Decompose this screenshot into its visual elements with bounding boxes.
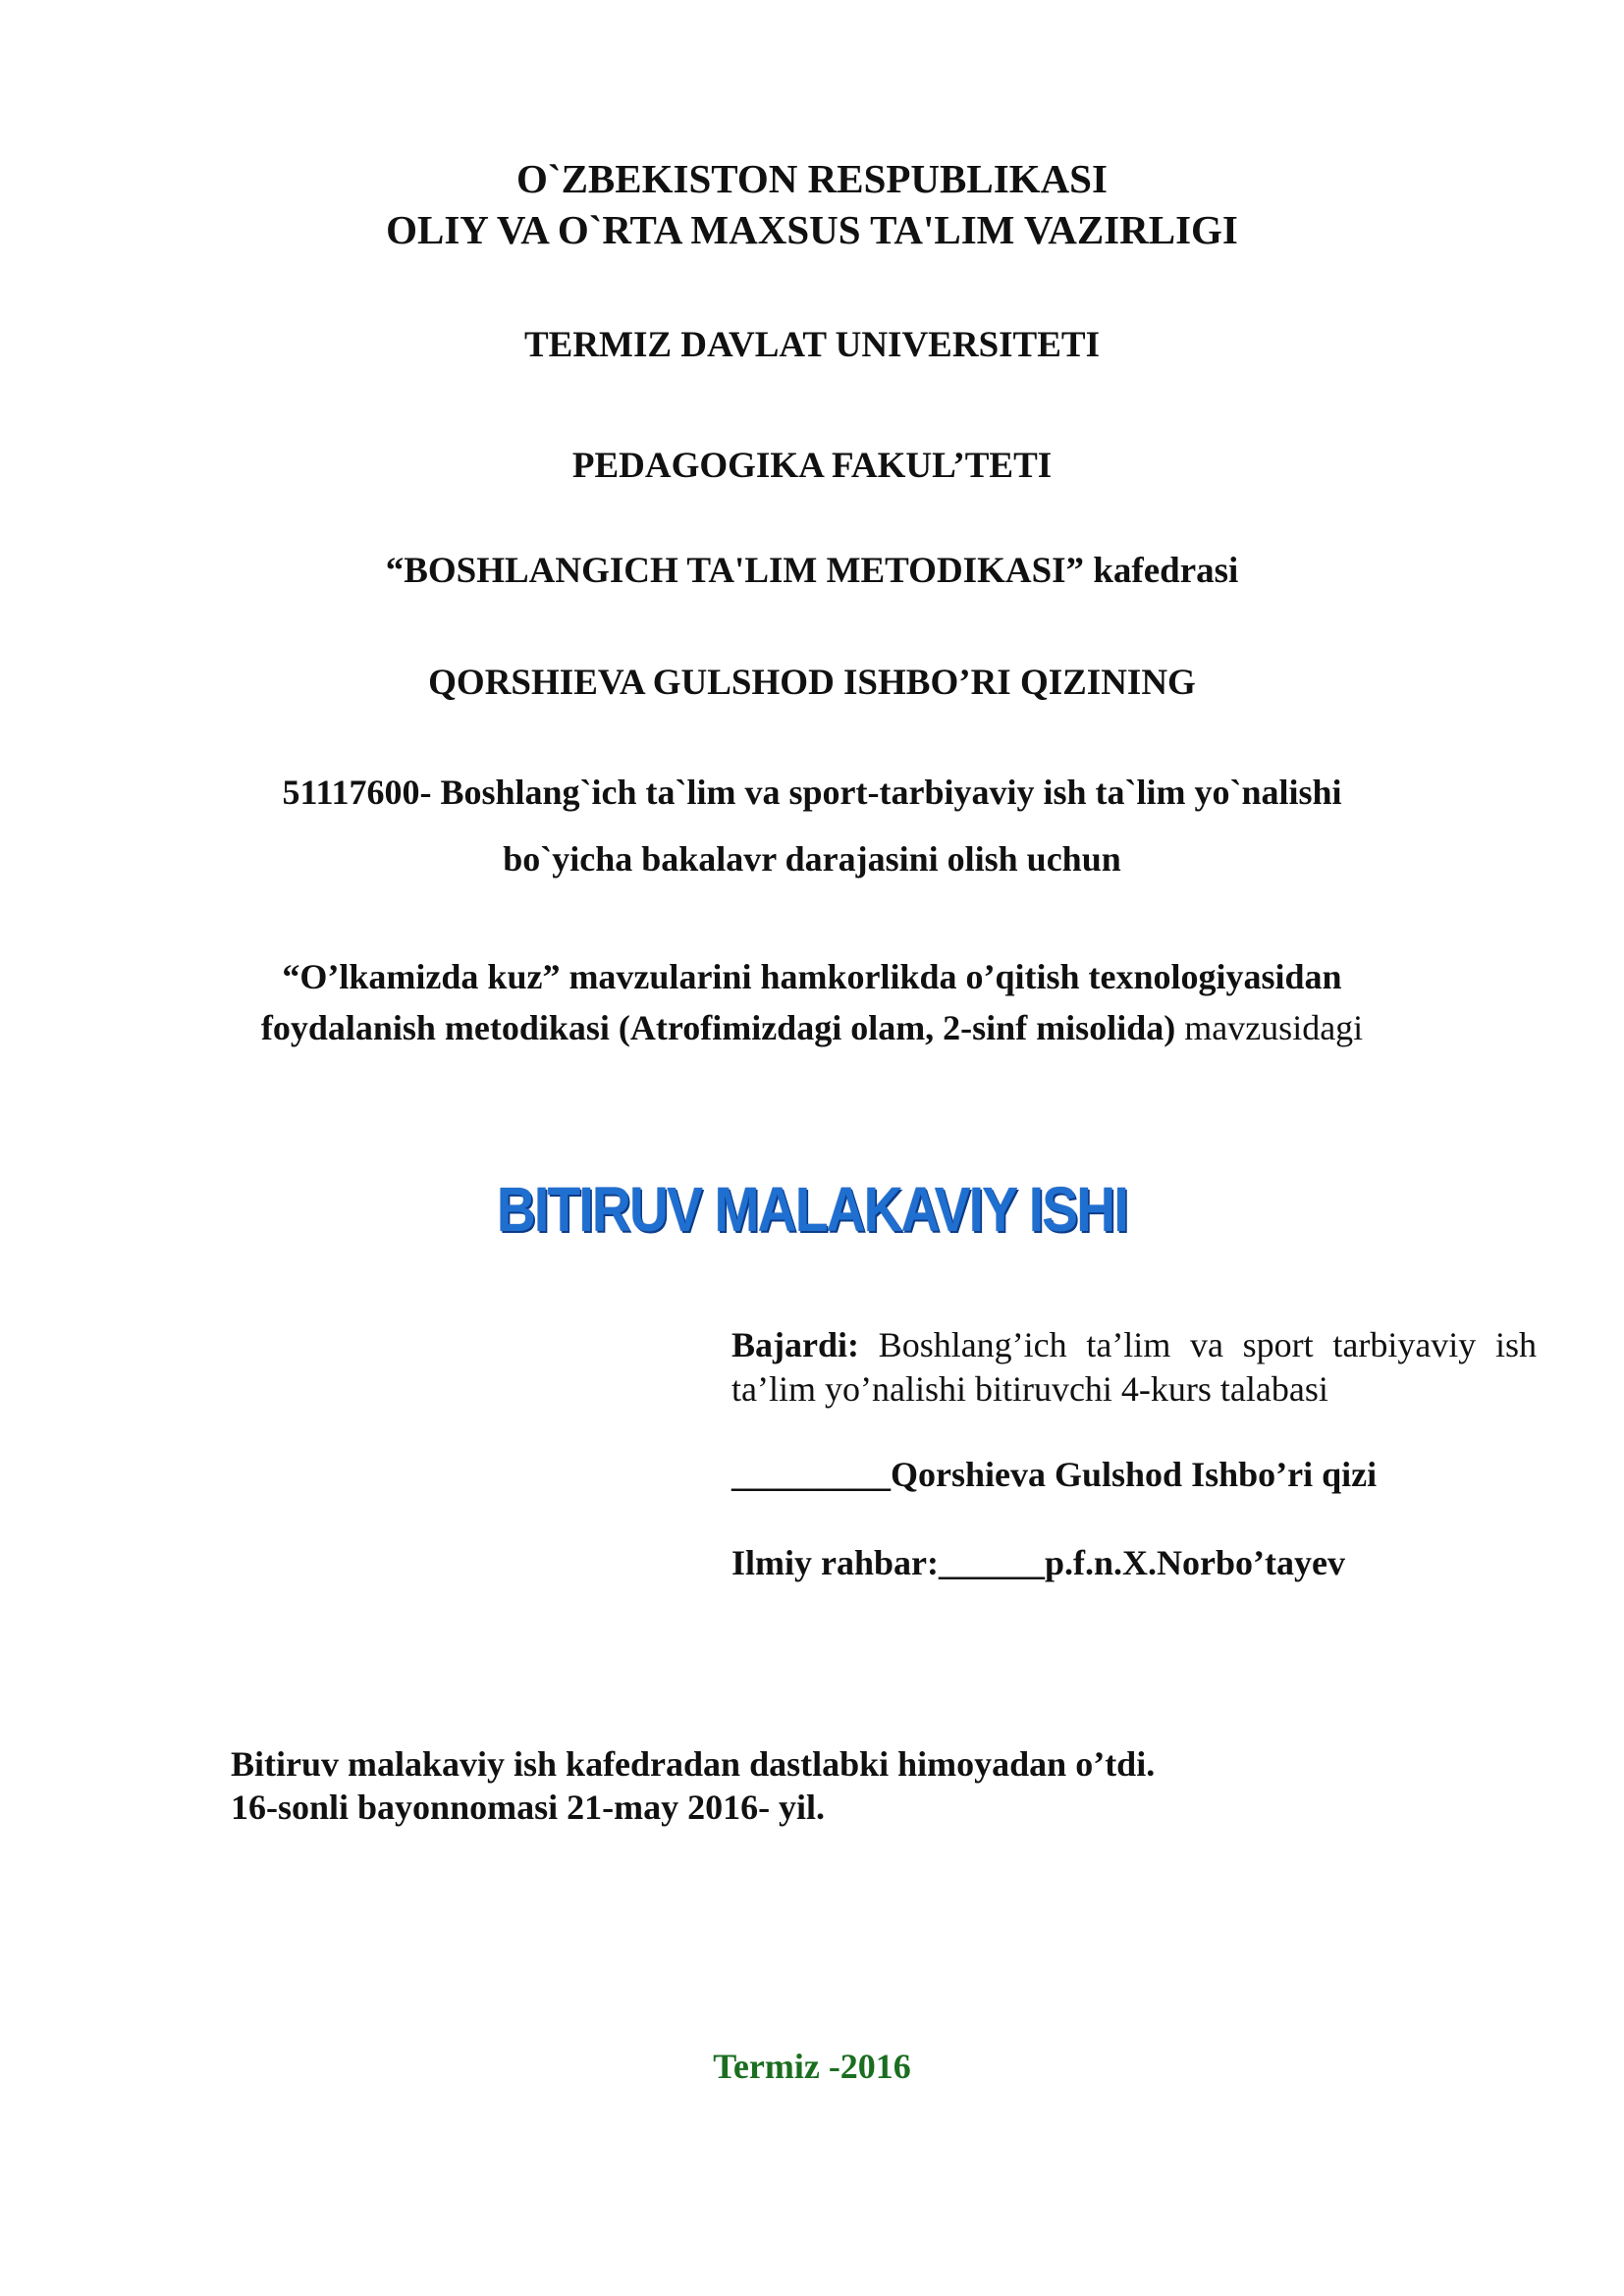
department-suffix: kafedrasi — [1084, 551, 1239, 591]
university-heading: TERMIZ DAVLAT UNIVERSITETI — [523, 325, 1100, 365]
faculty-heading: PEDAGOGIKA FAKUL’TETI — [571, 446, 1053, 486]
topic-line-2-bold: foydalanish metodikasi (Atrofimizdagi olam, 2-sinf misolida) — [260, 1008, 1176, 1047]
supervisor-signature-line: ______ — [939, 1543, 1045, 1582]
department-heading — [0, 548, 1624, 595]
executor-name: Qorshieva Gulshod Ishbo’ri qizi — [891, 1455, 1378, 1494]
degree-line-1: 51117600- Boshlang`ich ta`lim va sport-tarbiyaviy ish ta`lim yo`nalishi — [282, 773, 1342, 812]
ministry-heading: OLIY VA O`RTA MAXSUS TA'LIM VAZIRLIGI — [386, 207, 1238, 252]
work-title: BITIRUV MALAKAVIY ISHI — [496, 1174, 1128, 1245]
executor-label: Bajardi: — [731, 1325, 859, 1364]
defense-line-2: 16-sonli bayonnomasi 21-may 2016- yil. — [231, 1788, 826, 1827]
executor-signature-line: _________ — [731, 1455, 891, 1494]
topic-line-2 — [0, 1003, 1624, 1052]
republic-heading: O`ZBEKISTON RESPUBLIKASI — [516, 156, 1108, 201]
degree-line-2: bo`yicha bakalavr darajasini olish uchun — [503, 839, 1121, 879]
topic-line-1: “O’lkamizda kuz” mavzularini hamkorlikda o’qitish texnologiyasidan — [282, 957, 1342, 996]
work-title-wrapper — [0, 1173, 1624, 1246]
topic-line-2-normal: mavzusidagi — [1175, 1008, 1364, 1047]
executor-signature — [731, 1453, 1537, 1497]
city-year: Termiz -2016 — [713, 2047, 911, 2086]
supervisor-signature — [731, 1541, 1537, 1585]
author-heading: QORSHIEVA GULSHOD ISHBO’RI QIZINING — [428, 663, 1196, 703]
supervisor-label: Ilmiy rahbar: — [731, 1543, 939, 1582]
defense-line-1: Bitiruv malakaviy ish kafedradan dastlabki himoyadan o’tdi. — [231, 1744, 1156, 1784]
executor-description: Boshlang’ich ta’lim va sport tarbiyaviy ish ta’lim yo’nalishi bitiruvchi 4-kurs talabasi — [731, 1325, 1537, 1409]
department-name: “BOSHLANGICH TA'LIM METODIKASI” — [385, 551, 1085, 591]
supervisor-name: p.f.n.X.Norbo’tayev — [1045, 1543, 1345, 1582]
executor-block — [731, 1323, 1537, 1412]
